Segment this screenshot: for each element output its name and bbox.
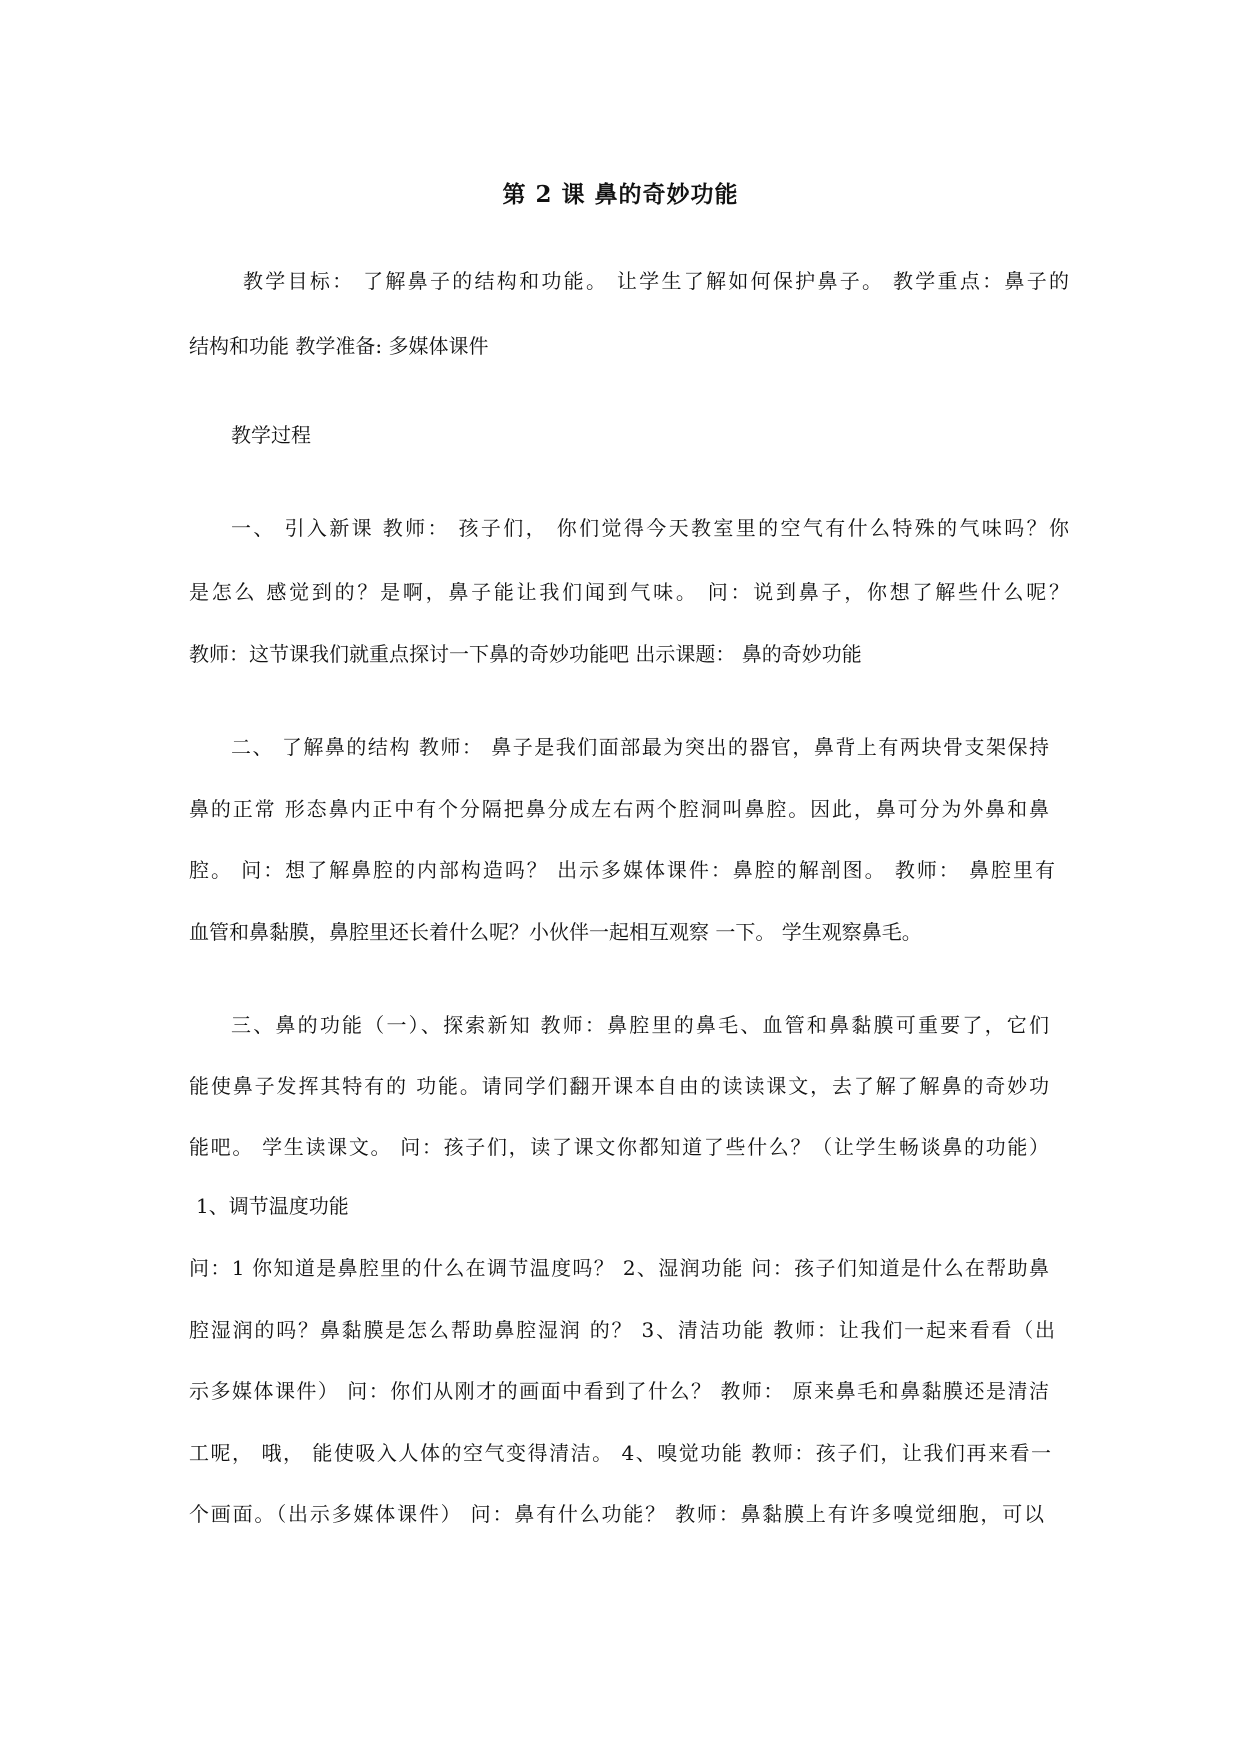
text-line: 是怎么 感觉到的？是啊，鼻子能让我们闻到气味。 问：说到鼻子，你想了解些什么呢？ [189, 580, 1069, 604]
text-line: 腔湿润的吗？鼻黏膜是怎么帮助鼻腔湿润 的？ 3、清洁功能 教师：让我们一起来看看（出 [189, 1318, 1055, 1342]
text-line: 腔。 问：想了解鼻腔的内部构造吗？ 出示多媒体课件：鼻腔的解剖图。 教师： 鼻腔里有 [189, 858, 1055, 882]
section-heading: 教学过程 [231, 423, 311, 447]
text-line: 三、鼻的功能（一）、探索新知 教师：鼻腔里的鼻毛、血管和鼻黏膜可重要了，它们 [231, 1013, 1049, 1037]
list-item: 1、调节温度功能 [196, 1194, 349, 1218]
text-line: 个画面。（出示多媒体课件） 问：鼻有什么功能？ 教师：鼻黏膜上有许多嗅觉细胞，可以 [189, 1502, 1044, 1526]
text-line: 能吧。 学生读课文。 问：孩子们，读了课文你都知道了些什么？（让学生畅谈鼻的功能） [189, 1135, 1049, 1159]
text-line: 血管和鼻黏膜，鼻腔里还长着什么呢？小伙伴一起相互观察 一下。 学生观察鼻毛。 [189, 920, 922, 944]
text-line: 教师：这节课我们就重点探讨一下鼻的奇妙功能吧 出示课题： 鼻的奇妙功能 [189, 642, 862, 666]
text-line: 结构和功能 教学准备: 多媒体课件 [189, 334, 489, 358]
document-title: 第 2 课 鼻的奇妙功能 [502, 181, 739, 208]
text-line: 问：1 你知道是鼻腔里的什么在调节温度吗？ 2、湿润功能 问：孩子们知道是什么在帮助鼻 [189, 1256, 1049, 1280]
text-line: 鼻的正常 形态鼻内正中有个分隔把鼻分成左右两个腔洞叫鼻腔。因此，鼻可分为外鼻和鼻 [189, 797, 1049, 821]
text-line: 二、 了解鼻的结构 教师： 鼻子是我们面部最为突出的器官，鼻背上有两块骨支架保持 [231, 735, 1049, 759]
text-line: 示多媒体课件） 问：你们从刚才的画面中看到了什么？ 教师： 原来鼻毛和鼻黏膜还是清洁 [189, 1379, 1049, 1403]
text-line: 一、 引入新课 教师： 孩子们， 你们觉得今天教室里的空气有什么特殊的气味吗？你 [231, 516, 1069, 540]
text-line: 教学目标： 了解鼻子的结构和功能。 让学生了解如何保护鼻子。 教学重点：鼻子的 [243, 269, 1069, 293]
text-line: 工呢， 哦， 能使吸入人体的空气变得清洁。 4、嗅觉功能 教师：孩子们，让我们再来看一 [189, 1441, 1051, 1465]
text-line: 能使鼻子发挥其特有的 功能。请同学们翻开课本自由的读读课文，去了解了解鼻的奇妙功 [189, 1074, 1049, 1098]
